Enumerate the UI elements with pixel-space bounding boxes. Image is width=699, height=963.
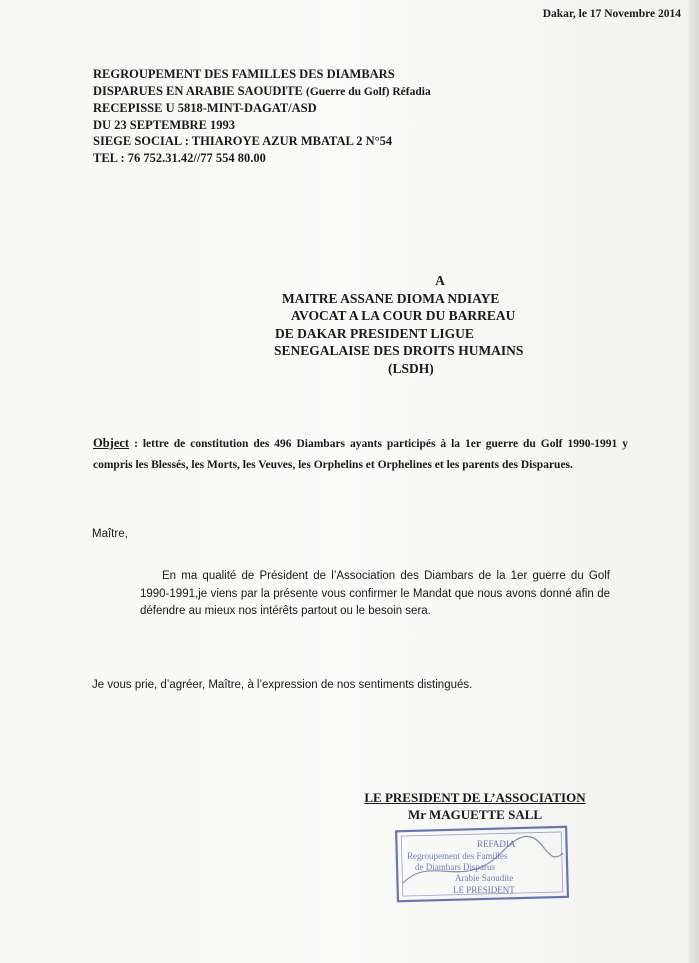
body-text: En ma qualité de Président de l’Association des Diambars de la 1er guerre du Golf 1990-1991,je viens par la présente vous confirmer le Mandat que nous avons donné afin de défendre au mieux nos intérêts partout ou le besoin sera. xyxy=(140,570,610,617)
stamp-line-2: Regroupement des Familles xyxy=(407,851,508,861)
object-label: Object xyxy=(93,436,130,450)
sender-line-5: SIEGE SOCIAL : THIAROYE AZUR MBATAL 2 N°54 xyxy=(93,134,393,148)
sender-block xyxy=(93,66,431,166)
sender-line-2 xyxy=(93,83,431,101)
sender-line-2b: (Guerre du Golf) Réfadia xyxy=(306,85,431,98)
recipient-line-4: SENEGALAISE DES DROITS HUMAINS xyxy=(274,343,524,358)
stamp-line-3: de Diambars Disparus xyxy=(415,862,495,872)
letter-date: Dakar, le 17 Novembre 2014 xyxy=(542,8,681,20)
signature-name: Mr MAGUETTE SALL xyxy=(407,807,543,822)
recipient-line-1: MAITRE ASSANE DIOMA NDIAYE xyxy=(282,290,500,306)
recipient-a: A xyxy=(435,273,445,288)
page-edge-shadow xyxy=(689,0,699,963)
salutation: Maître, xyxy=(92,528,128,540)
stamp-line-1: REFADIA xyxy=(477,839,516,849)
recipient-line-3: DE DAKAR PRESIDENT LIGUE xyxy=(275,325,474,341)
sender-line-2a: DISPARUES EN ARABIE SAOUDITE xyxy=(93,83,307,98)
signature-title: LE PRESIDENT DE L’ASSOCIATION xyxy=(364,790,586,805)
object-paragraph xyxy=(93,433,628,475)
sender-line-1: REGROUPEMENT DES FAMILLES DES DIAMBARS xyxy=(93,67,395,81)
sender-line-6: TEL : 76 752.31.42//77 554 80.00 xyxy=(93,150,266,165)
recipient-block xyxy=(275,272,615,377)
sender-line-4: DU 23 SEPTEMBRE 1993 xyxy=(93,117,236,132)
body-paragraph xyxy=(140,568,610,621)
stamp-line-4: Arabie Saoudite xyxy=(455,873,514,883)
signature-block xyxy=(330,789,620,823)
sender-line-3: RECEPISSE U 5818-MINT-DAGAT/ASD xyxy=(93,101,317,115)
recipient-line-2: AVOCAT A LA COUR DU BARREAU xyxy=(291,308,516,323)
recipient-line-5: (LSDH) xyxy=(388,360,434,376)
official-stamp xyxy=(393,823,573,903)
object-text: : lettre de constitution des 496 Diambars ayants participés à la 1er guerre du Golf 1990-1991 y compris les Blessés, les Morts, les Veuves, les Orphelins et Orphelines et les parents des Disparues. xyxy=(93,438,628,471)
closing-line: Je vous prie, d’agréer, Maître, à l’expression de nos sentiments distingués. xyxy=(92,679,473,691)
stamp-line-5: LE PRESIDENT xyxy=(453,885,515,895)
